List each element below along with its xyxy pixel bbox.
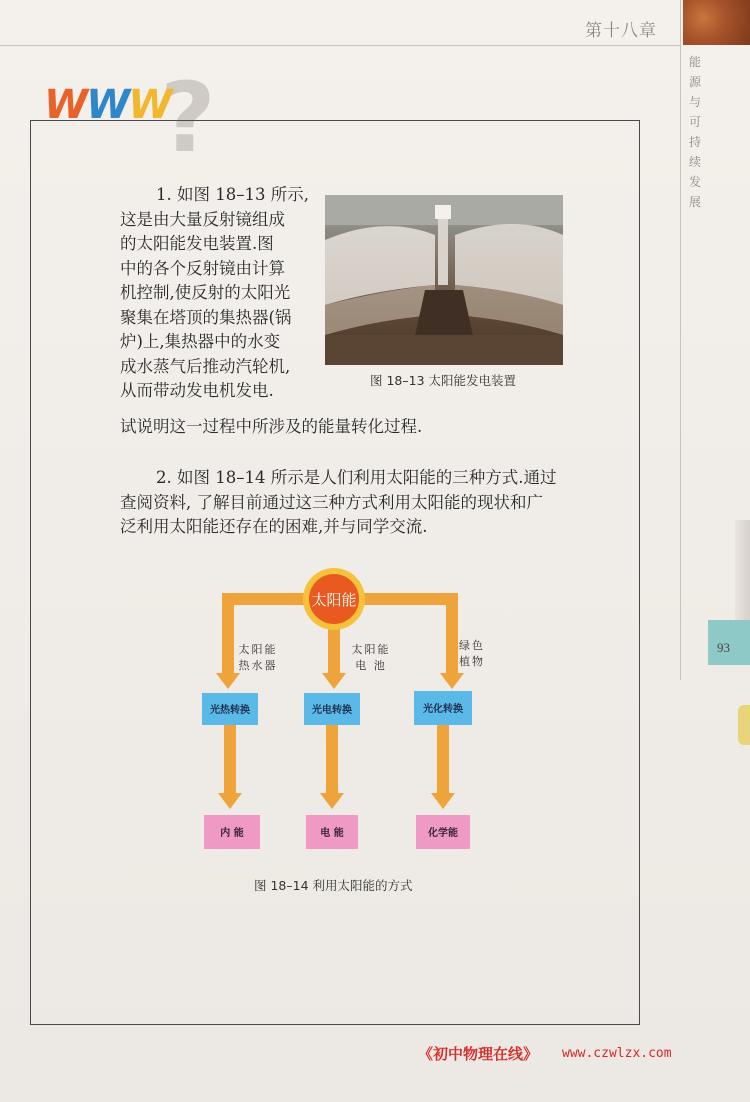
q1-line: 机控制,使反射的太阳光 [120,283,291,302]
arrow-shaft-left [222,593,234,675]
device-label: 电 池 [355,659,387,672]
arrow-head-lower-right [431,793,455,809]
q1-line: 中的各个反射镜由计算 [120,258,285,278]
margin-divider [680,0,681,680]
sun-label: 太阳能 [311,591,357,609]
device-label: 植物 [459,655,485,668]
page-edge-flap [735,520,750,630]
q1-line: 炉)上,集热器中的水变 [120,332,281,351]
q1-line: 从而带动发电机发电. [120,381,274,400]
www-logo-letter: W [128,82,171,128]
q2-line: 查阅资料, 了解目前通过这三种方式利用太阳能的现状和广 [120,492,543,512]
corner-photo [683,0,750,45]
device-label: 太阳能 [238,643,278,656]
device-label: 太阳能 [351,643,391,656]
result-label: 内 能 [220,828,244,839]
arrow-head-middle [322,673,346,689]
result-label: 电 能 [320,828,344,839]
conversion-label: 光热转换 [210,705,250,716]
question-2-text [120,466,570,540]
q1-line: 1. 如图 18–13 所示, [156,185,309,204]
q2-line: 泛利用太阳能还存在的困难,并与同学交流. [120,517,428,536]
device-label: 绿色 [459,639,485,652]
q1-line: 成水蒸气后推动汽轮机, [120,356,291,376]
conversion-label: 光化转换 [423,704,463,715]
solar-plant-photo [325,195,563,365]
figure-18-13-caption: 图 18–13 太阳能发电装置 [370,373,517,388]
www-logo-letter: W [44,82,87,128]
arrow-head-lower-left [218,793,242,809]
footer-url-link[interactable]: www.czwlzx.com [562,1046,672,1061]
arrow-shaft-lower-left [224,725,236,795]
question-mark-logo: ? [160,62,216,174]
q2-line: 2. 如图 18–14 所示是人们利用太阳能的三种方式.通过 [156,468,557,487]
question-1-continuation: 试说明这一过程中所涉及的能量转化过程. [120,417,423,436]
q1-line: 这是由大量反射镜组成 [120,209,285,229]
www-logo-letter: W [86,82,129,128]
result-label: 化学能 [428,828,458,839]
arrow-shaft-right [446,593,458,675]
side-chapter-title: 能源与可持续发展 [688,55,701,209]
page-edge-marker [738,705,750,745]
header-divider [0,45,680,46]
arrow-head-lower-middle [320,793,344,809]
q1-line: 的太阳能发电装置.图 [120,234,274,253]
arrow-shaft-lower-middle [326,725,338,795]
solar-energy-flow-diagram [200,565,500,865]
chapter-header: 第十八章 [585,21,657,41]
figure-18-14-caption: 图 18–14 利用太阳能的方式 [254,878,413,893]
page-number: 93 [717,640,730,655]
question-1-text [120,183,312,404]
q1-line: 聚集在塔顶的集热器(锅 [120,307,292,327]
arrow-head-right [440,673,464,689]
conversion-label: 光电转换 [312,705,352,716]
arrow-shaft-lower-right [437,725,449,795]
arrow-head-left [216,673,240,689]
device-label: 热水器 [238,659,278,672]
footer-brand: 《初中物理在线》 [418,1045,539,1063]
